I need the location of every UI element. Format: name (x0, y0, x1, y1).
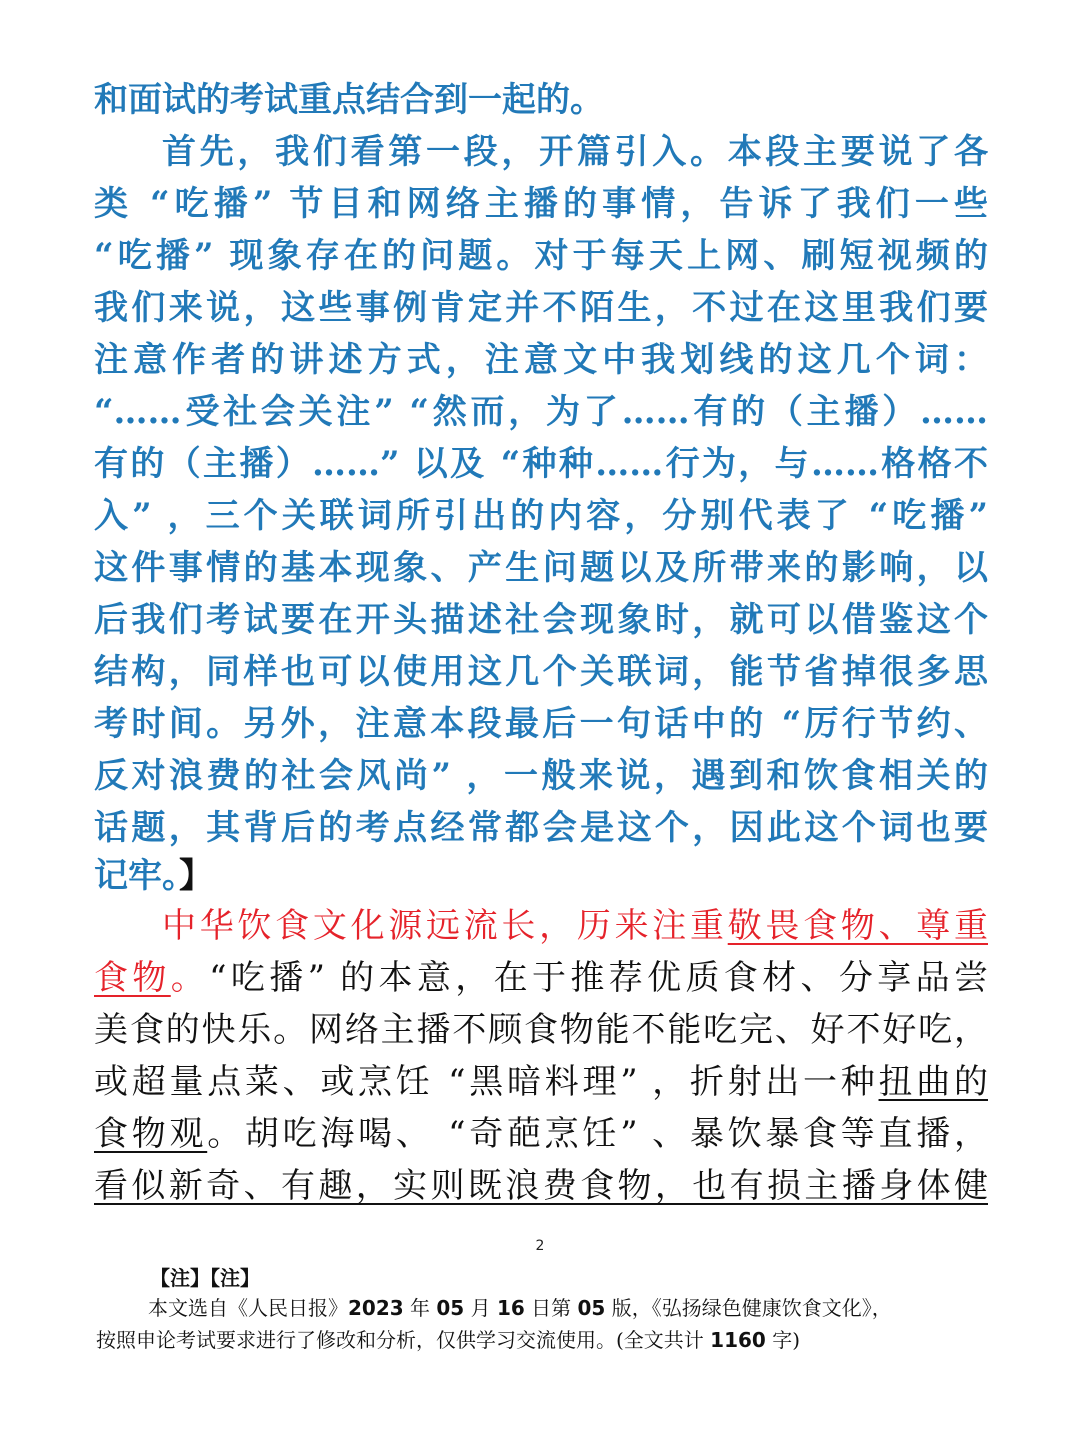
commentary-line: 注意作者的讲述方式，注意文中我划线的这几个词： (94, 340, 988, 380)
underlined-text: 扭曲的 (878, 1062, 988, 1102)
article-line (94, 952, 988, 1004)
word-count: 1160 (710, 1328, 766, 1352)
body-text: “吃播” 的本意，在于推荐优质食材、分享品尝 (209, 958, 988, 998)
page-number: 2 (535, 1238, 545, 1254)
commentary-line: 反对浪费的社会风尚” ，一般来说，遇到和饮食相关的 (94, 756, 988, 796)
edition: 05 (577, 1296, 606, 1320)
source-text: 版，《弘扬绿色健康饮食文化》， (605, 1296, 892, 1320)
article-line (94, 1056, 988, 1108)
commentary-line: “……受社会关注” “然而，为了……有的（主播）…… (94, 392, 988, 432)
source-text: 本文选自《人民日报》 (148, 1296, 348, 1320)
article-line: 美食的快乐。网络主播不顾食物能不能吃完、好不好吃， (94, 1010, 988, 1050)
commentary-line: 后我们考试要在开头描述社会现象时，就可以借鉴这个 (94, 600, 988, 640)
closing-bracket: 】 (179, 856, 213, 896)
commentary-line: 我们来说，这些事例肯定并不陌生，不过在这里我们要 (94, 288, 988, 328)
commentary-line-last (94, 850, 988, 902)
highlight-period: 。 (170, 958, 210, 998)
commentary-line: 首先，我们看第一段，开篇引入。本段主要说了各 (162, 132, 988, 172)
note-label: 【注】【注】 (150, 1266, 260, 1290)
underlined-highlight: 食物 (94, 958, 171, 998)
source-text: 月 (464, 1296, 497, 1320)
underlined-highlight: 敬畏食物、尊重 (727, 906, 988, 946)
commentary-line: 类 “吃播” 节目和网络主播的事情，告诉了我们一些 (94, 184, 988, 224)
usage-text: 按照申论考试要求进行了修改和分析，仅供学习交流使用。(全文共计 (96, 1328, 711, 1352)
commentary-line: 有的（主播）……” 以及 “种种……行为，与……格格不 (94, 444, 988, 484)
usage-text: 字) (765, 1328, 801, 1352)
year: 2023 (348, 1296, 404, 1320)
underlined-text: 食物观 (94, 1114, 208, 1154)
source-text: 日第 (524, 1296, 578, 1320)
article-line (94, 1160, 988, 1212)
commentary-text: 记牢。 (94, 856, 179, 896)
commentary-line: 话题，其背后的考点经常都会是这个，因此这个词也要 (94, 808, 988, 848)
article-line (94, 1108, 988, 1160)
source-line (148, 1292, 892, 1321)
month: 05 (436, 1296, 465, 1320)
commentary-line: 入” ，三个关联词所引出的内容，分别代表了 “吃播” (94, 496, 988, 536)
commentary-line: 考时间。另外，注意本段最后一句话中的 “厉行节约、 (94, 704, 988, 744)
day: 16 (496, 1296, 525, 1320)
commentary-line: 结构，同样也可以使用这几个关联词，能节省掉很多思 (94, 652, 988, 692)
source-text: 年 (403, 1296, 437, 1320)
body-text: 。胡吃海喝、 “奇葩烹饪” 、暴饮暴食等直播， (207, 1114, 988, 1154)
underlined-text: 看似新奇、有趣，实则既浪费食物，也有损主播身体健 (94, 1166, 988, 1206)
commentary-line: 这件事情的基本现象、产生问题以及所带来的影响，以 (94, 548, 988, 588)
commentary-line: 和面试的考试重点结合到一起的。 (94, 80, 604, 120)
commentary-line: “吃播” 现象存在的问题。对于每天上网、刷短视频的 (94, 236, 988, 276)
highlight-text: 中华饮食文化源远流长，历来注重 (162, 906, 728, 946)
usage-line (96, 1324, 800, 1353)
article-line (94, 900, 988, 952)
body-text: 或超量点菜、或烹饪 “黑暗料理” ，折射出一种 (94, 1062, 879, 1102)
